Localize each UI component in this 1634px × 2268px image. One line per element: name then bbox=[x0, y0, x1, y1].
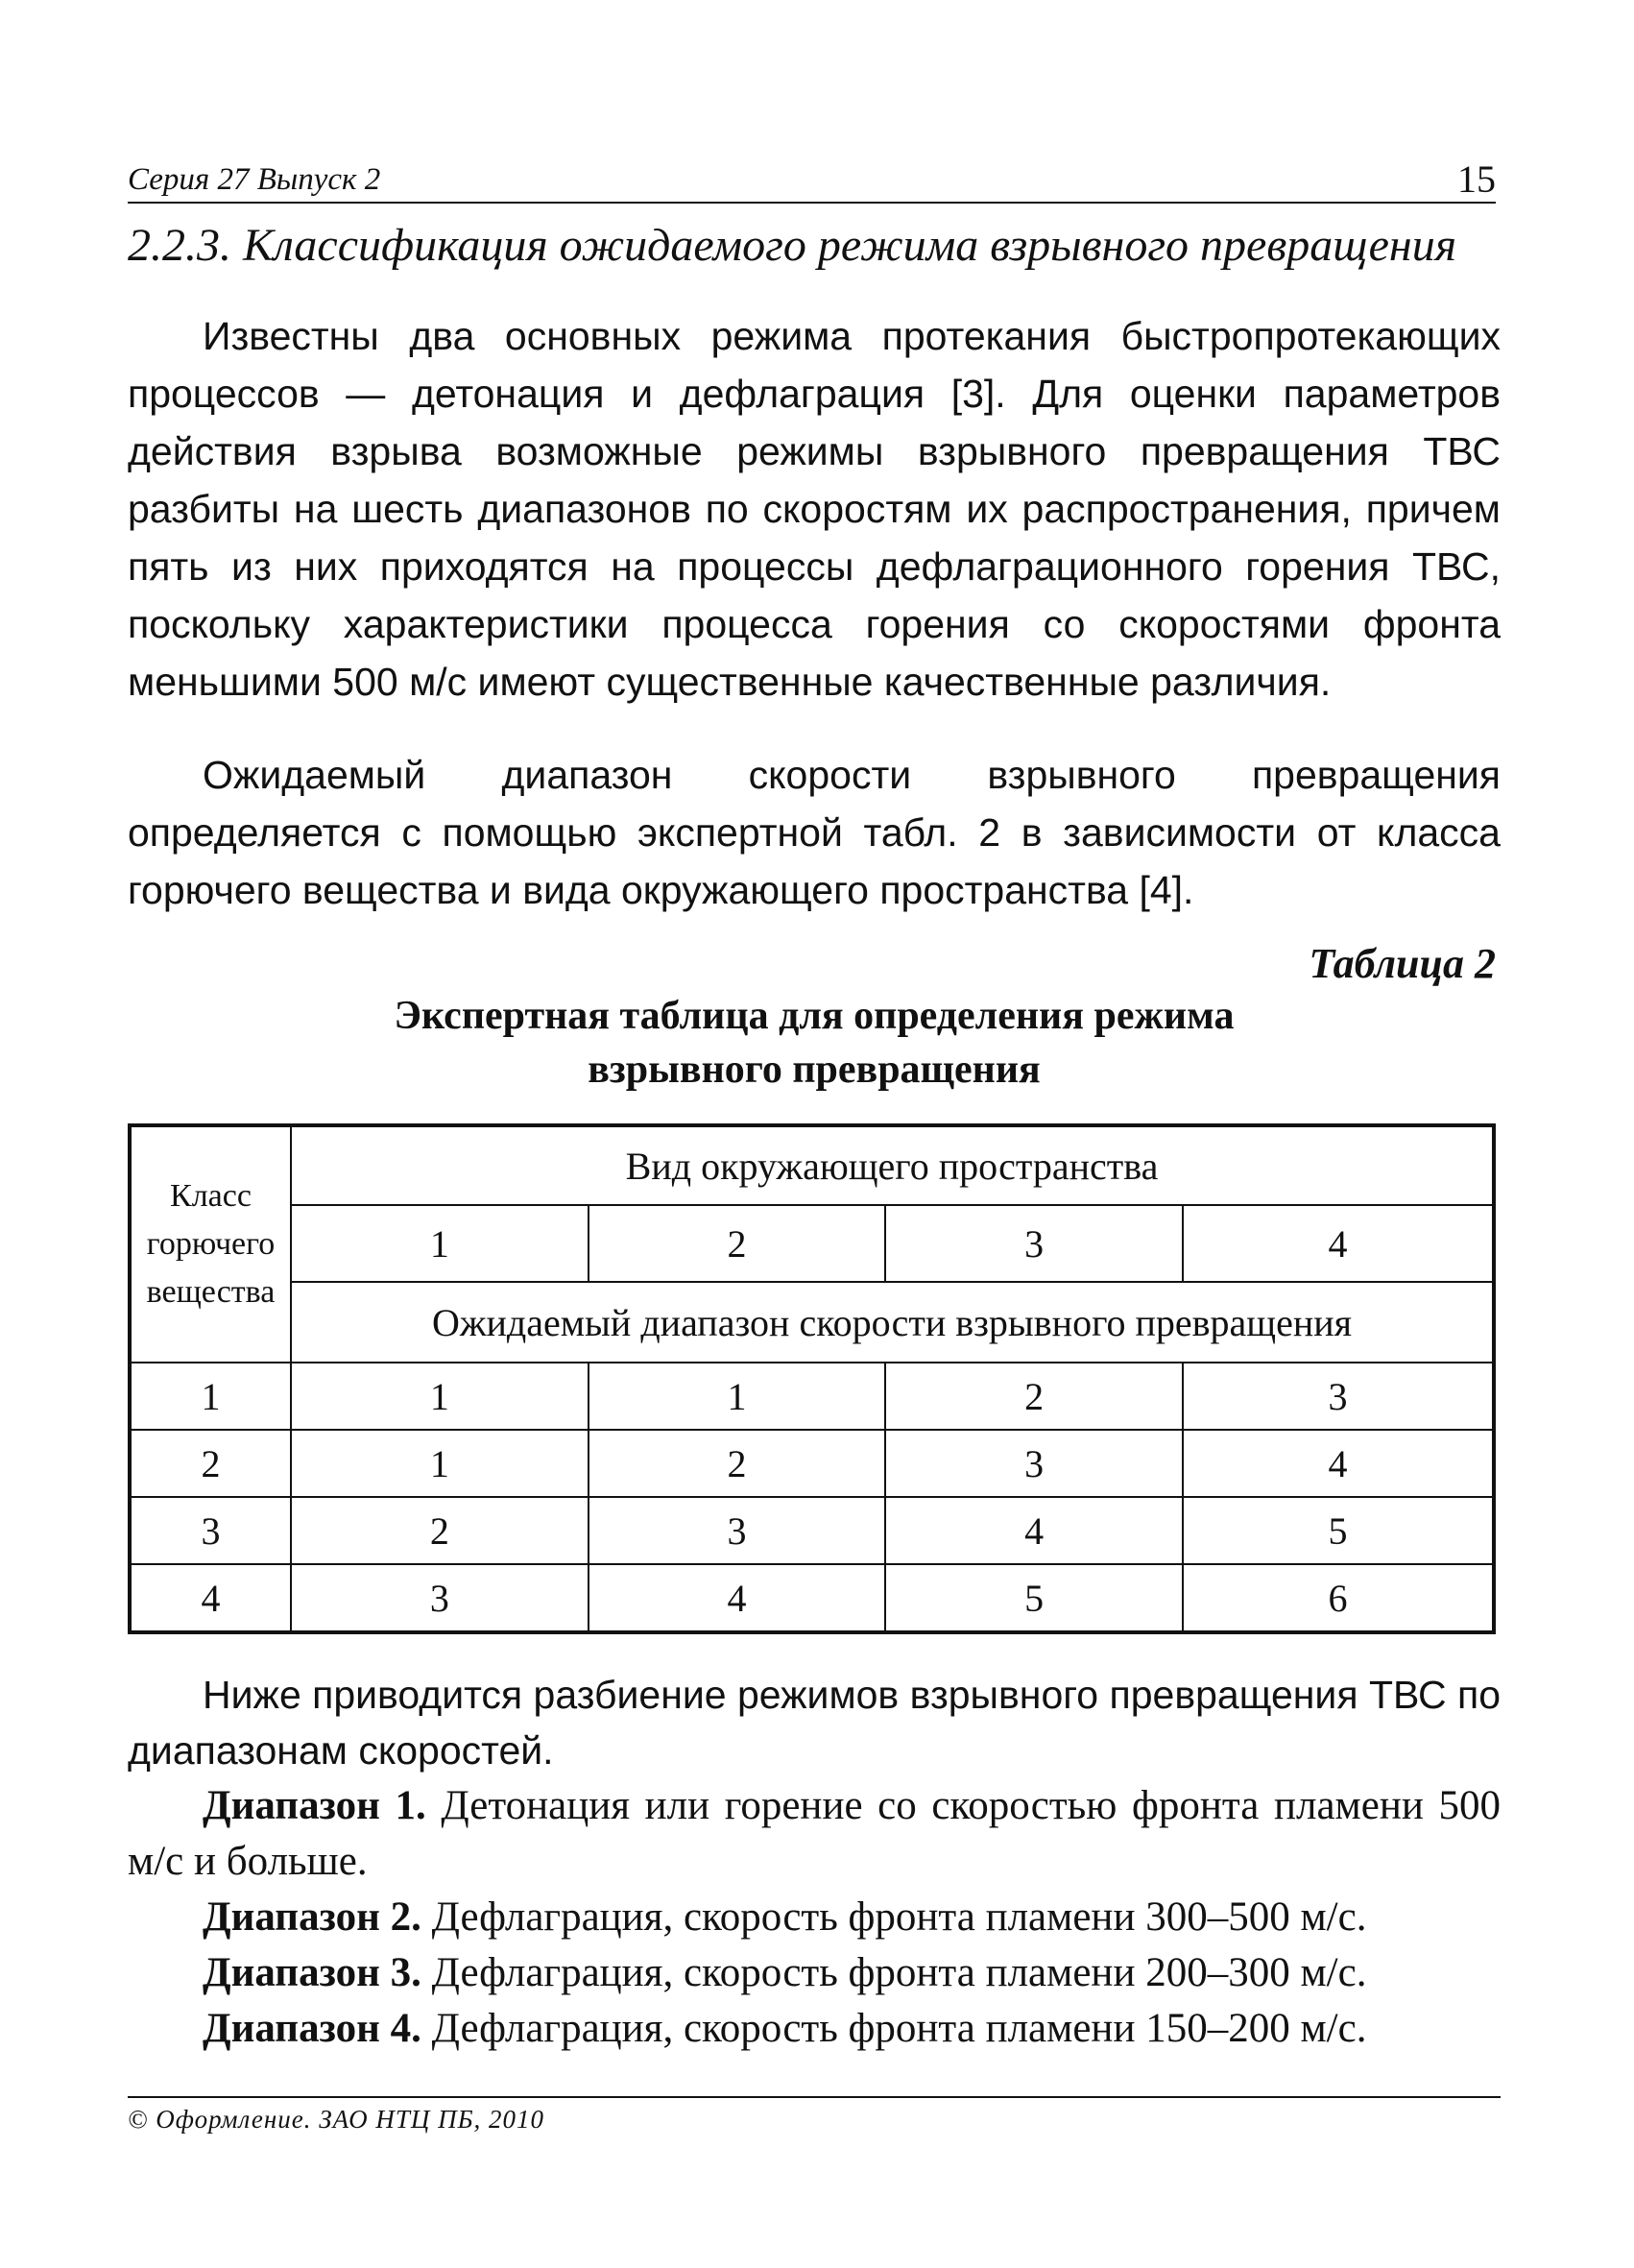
range-header-row bbox=[130, 1282, 1494, 1363]
value-cell: 1 bbox=[291, 1363, 589, 1430]
table-title bbox=[128, 989, 1501, 1097]
space-column-3: 3 bbox=[885, 1205, 1183, 1282]
value-cell: 4 bbox=[1183, 1430, 1494, 1497]
table-title-line-1: Экспертная таблица для определения режима bbox=[394, 994, 1235, 1038]
range-label: Диапазон 1. bbox=[203, 1783, 426, 1828]
class-cell: 3 bbox=[130, 1497, 291, 1564]
table-title-line-2: взрывного превращения bbox=[588, 1048, 1041, 1092]
footer-copyright: © Оформление. ЗАО НТЦ ПБ, 2010 bbox=[128, 2105, 545, 2134]
value-cell: 2 bbox=[589, 1430, 886, 1497]
range-item-1 bbox=[128, 1778, 1501, 1890]
value-cell: 5 bbox=[1183, 1497, 1494, 1564]
range-label: Диапазон 4. bbox=[203, 2006, 421, 2051]
value-cell: 1 bbox=[291, 1430, 589, 1497]
class-header-cell: Класс горючего вещества bbox=[130, 1125, 291, 1363]
range-header-cell: Ожидаемый диапазон скорости взрывного превращения bbox=[291, 1282, 1494, 1363]
value-cell: 1 bbox=[589, 1363, 886, 1430]
value-cell: 2 bbox=[885, 1363, 1183, 1430]
range-item-3 bbox=[128, 1945, 1501, 2001]
table-row bbox=[130, 1430, 1494, 1497]
table-row bbox=[130, 1363, 1494, 1430]
paragraph-3: Ниже приводится разбиение режимов взрывного превращения ТВС по диапазонам скоростей. bbox=[128, 1673, 1501, 1773]
value-cell: 3 bbox=[291, 1564, 589, 1632]
value-cell: 4 bbox=[589, 1564, 886, 1632]
class-cell: 2 bbox=[130, 1430, 291, 1497]
space-header-cell: Вид окружающего пространства bbox=[291, 1125, 1494, 1205]
table-row bbox=[130, 1564, 1494, 1632]
range-text: Дефлаграция, скорость фронта пламени 300–500 м/с. bbox=[421, 1894, 1367, 1940]
value-cell: 4 bbox=[885, 1497, 1183, 1564]
page-number: 15 bbox=[1457, 157, 1496, 201]
space-column-2: 2 bbox=[589, 1205, 886, 1282]
value-cell: 6 bbox=[1183, 1564, 1494, 1632]
table-row bbox=[130, 1497, 1494, 1564]
value-cell: 3 bbox=[589, 1497, 886, 1564]
range-item-2 bbox=[128, 1890, 1501, 1945]
paragraph-2: Ожидаемый диапазон скорости взрывного превращения определяется с помощью экспертной табл. 2 в зависимости от класса горючего вещества и вида окружающего пространства [4]. bbox=[128, 753, 1501, 912]
range-text: Дефлаграция, скорость фронта пламени 200–300 м/с. bbox=[421, 1950, 1367, 1995]
table-header-row bbox=[130, 1125, 1494, 1205]
range-label: Диапазон 3. bbox=[203, 1950, 421, 1995]
space-column-4: 4 bbox=[1183, 1205, 1494, 1282]
value-cell: 3 bbox=[885, 1430, 1183, 1497]
space-columns-row bbox=[130, 1205, 1494, 1282]
running-header bbox=[128, 154, 1496, 204]
value-cell: 5 bbox=[885, 1564, 1183, 1632]
expert-table bbox=[128, 1123, 1496, 1634]
paragraph-1: Известны два основных режима протекания быстропротекающих процессов — детонация и дефлаграция [3]. Для оценки параметров действия взрыва возможные режимы взрывного превращения ТВС разбиты на шесть диапазонов по скоростям их распространения, причем пять из них приходятся на процессы дефлаграционного горения ТВС, поскольку характеристики процесса горения со скоростями фронта меньшими 500 м/с имеют существенные качественные различия. bbox=[128, 314, 1501, 704]
value-cell: 3 bbox=[1183, 1363, 1494, 1430]
table-caption: Таблица 2 bbox=[1309, 940, 1496, 987]
class-cell: 1 bbox=[130, 1363, 291, 1430]
range-label: Диапазон 2. bbox=[203, 1894, 421, 1940]
section-title: 2.2.3. Классификация ожидаемого режима взрывного превращения bbox=[128, 220, 1457, 271]
value-cell: 2 bbox=[291, 1497, 589, 1564]
space-column-1: 1 bbox=[291, 1205, 589, 1282]
class-cell: 4 bbox=[130, 1564, 291, 1632]
range-text: Детонация или горение со скоростью фронта пламени 500 м/с и больше. bbox=[128, 1783, 1501, 1884]
range-text: Дефлаграция, скорость фронта пламени 150–200 м/с. bbox=[421, 2006, 1367, 2051]
series-label: Серия 27 Выпуск 2 bbox=[128, 162, 381, 197]
footer-divider bbox=[128, 2096, 1501, 2098]
range-item-4 bbox=[128, 2001, 1501, 2057]
